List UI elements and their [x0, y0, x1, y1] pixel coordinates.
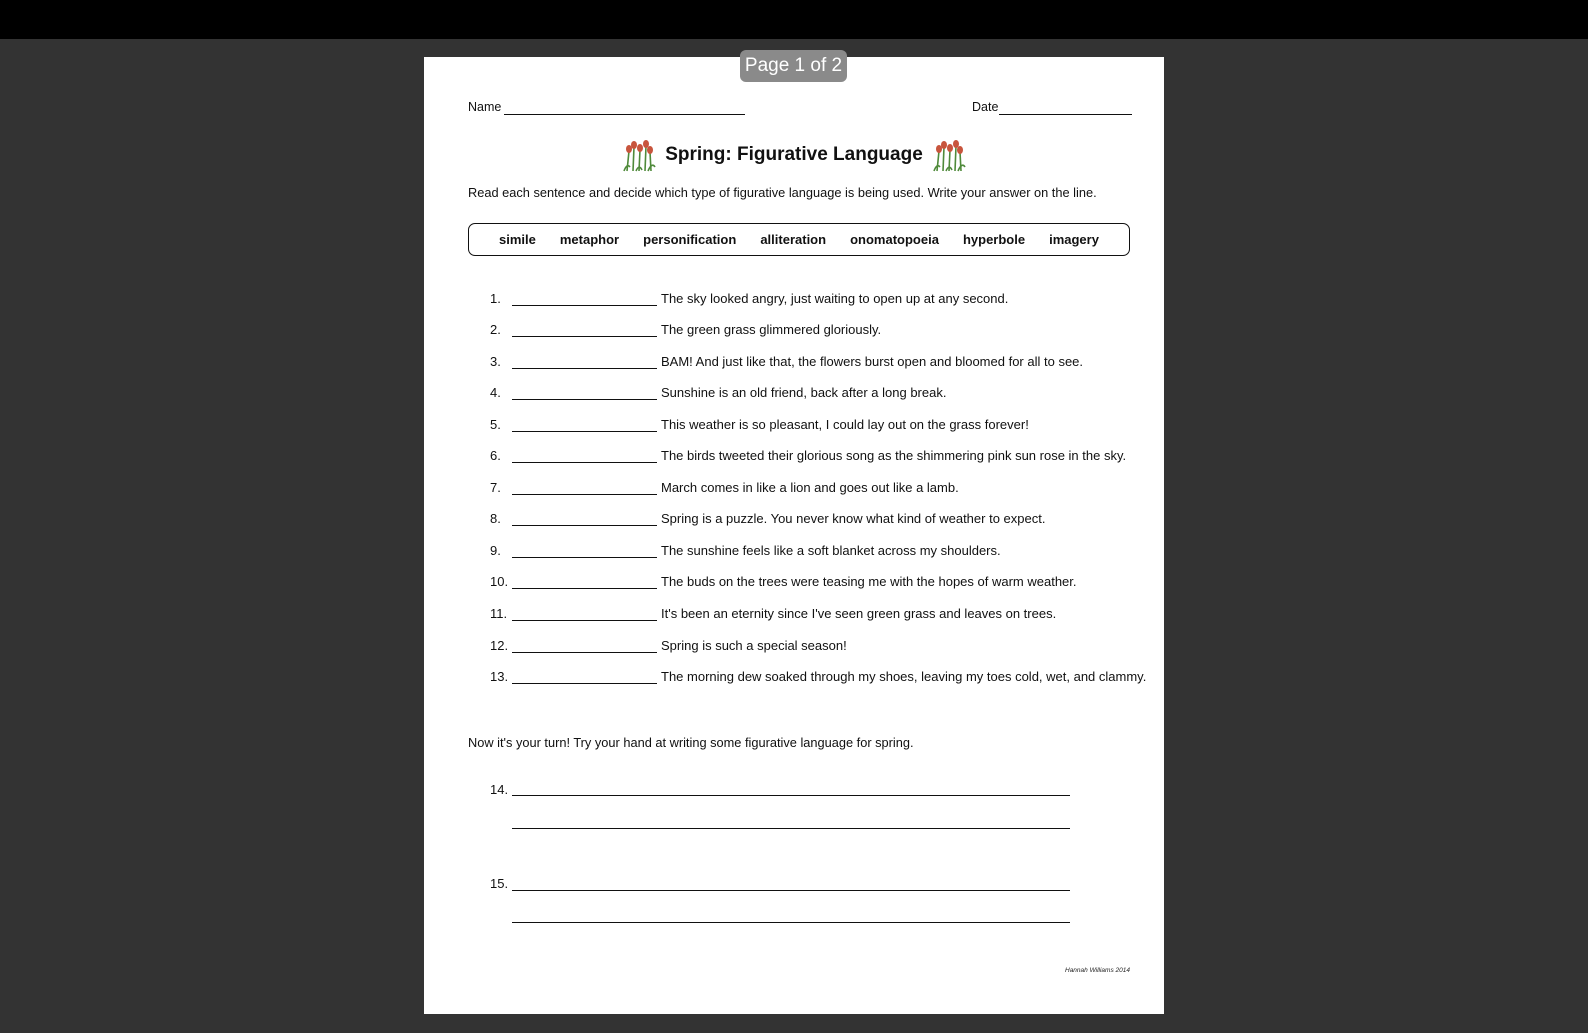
- question-number: 7.: [490, 480, 501, 495]
- answer-line: [512, 557, 657, 558]
- question-row: [424, 669, 1164, 689]
- answer-line: [512, 683, 657, 684]
- name-label: Name: [468, 100, 502, 114]
- question-text: The morning dew soaked through my shoes, leaving my toes cold, wet, and clammy.: [661, 669, 1147, 684]
- writing-line: [512, 890, 1070, 891]
- question-text: The sky looked angry, just waiting to open up at any second.: [661, 291, 1009, 306]
- question-row: [424, 385, 1164, 405]
- question-number: 4.: [490, 385, 501, 400]
- question-row: [424, 606, 1164, 626]
- writing-item-number: 14.: [490, 782, 509, 797]
- writing-prompt: Now it's your turn! Try your hand at writing some figurative language for spring.: [468, 735, 914, 750]
- title-row: [424, 135, 1164, 175]
- instructions: Read each sentence and decide which type of figurative language is being used. Write your answer on the line.: [468, 185, 1097, 200]
- question-number: 2.: [490, 322, 501, 337]
- question-number: 6.: [490, 448, 501, 463]
- question-text: Spring is a puzzle. You never know what kind of weather to expect.: [661, 511, 1046, 526]
- question-row: [424, 322, 1164, 342]
- tulip-icon: [621, 137, 657, 173]
- document-page: [424, 57, 1164, 1014]
- question-row: [424, 574, 1164, 594]
- question-row: [424, 543, 1164, 563]
- answer-line: [512, 588, 657, 589]
- question-text: March comes in like a lion and goes out like a lamb.: [661, 480, 959, 495]
- word-bank-item: simile: [499, 232, 536, 247]
- writing-item-number: 15.: [490, 876, 509, 891]
- question-text: The buds on the trees were teasing me with the hopes of warm weather.: [661, 574, 1077, 589]
- question-text: The sunshine feels like a soft blanket across my shoulders.: [661, 543, 1001, 558]
- question-row: [424, 291, 1164, 311]
- writing-line: [512, 795, 1070, 796]
- tulip-icon: [931, 137, 967, 173]
- page-indicator: Page 1 of 2: [740, 50, 847, 82]
- question-text: It's been an eternity since I've seen green grass and leaves on trees.: [661, 606, 1057, 621]
- answer-line: [512, 525, 657, 526]
- question-text: This weather is so pleasant, I could lay out on the grass forever!: [661, 417, 1029, 432]
- question-text: The birds tweeted their glorious song as the shimmering pink sun rose in the sky.: [661, 448, 1127, 463]
- date-label: Date: [972, 100, 999, 114]
- answer-line: [512, 399, 657, 400]
- question-row: [424, 354, 1164, 374]
- writing-line: [512, 828, 1070, 829]
- question-row: [424, 511, 1164, 531]
- word-bank-item: personification: [643, 232, 737, 247]
- question-text: Sunshine is an old friend, back after a long break.: [661, 385, 947, 400]
- answer-line: [512, 462, 657, 463]
- question-text: The green grass glimmered gloriously.: [661, 322, 882, 337]
- question-number: 12.: [490, 638, 509, 653]
- word-bank-item: imagery: [1049, 232, 1099, 247]
- answer-line: [512, 431, 657, 432]
- question-text: Spring is such a special season!: [661, 638, 847, 653]
- question-number: 9.: [490, 543, 501, 558]
- page-title: Spring: Figurative Language: [665, 144, 923, 165]
- word-bank-item: alliteration: [760, 232, 827, 247]
- word-bank-item: onomatopoeia: [850, 232, 939, 247]
- answer-line: [512, 652, 657, 653]
- name-line: [504, 114, 745, 115]
- question-number: 13.: [490, 669, 509, 684]
- word-bank-item: hyperbole: [962, 232, 1026, 247]
- answer-line: [512, 368, 657, 369]
- question-number: 8.: [490, 511, 501, 526]
- question-text: BAM! And just like that, the flowers burst open and bloomed for all to see.: [661, 354, 1084, 369]
- word-bank: [468, 223, 1130, 256]
- question-number: 10.: [490, 574, 509, 589]
- word-bank-item: metaphor: [559, 232, 620, 247]
- answer-line: [512, 336, 657, 337]
- question-number: 5.: [490, 417, 501, 432]
- answer-line: [512, 305, 657, 306]
- viewer-top-bar: [0, 0, 1588, 39]
- question-number: 3.: [490, 354, 501, 369]
- question-number: 11.: [490, 606, 508, 621]
- question-row: [424, 448, 1164, 468]
- question-row: [424, 480, 1164, 500]
- answer-line: [512, 620, 657, 621]
- answer-line: [512, 494, 657, 495]
- question-row: [424, 417, 1164, 437]
- writing-line: [512, 922, 1070, 923]
- author-credit: Hannah Williams 2014: [1065, 967, 1130, 974]
- date-line: [999, 114, 1132, 115]
- question-number: 1.: [490, 291, 501, 306]
- question-row: [424, 638, 1164, 658]
